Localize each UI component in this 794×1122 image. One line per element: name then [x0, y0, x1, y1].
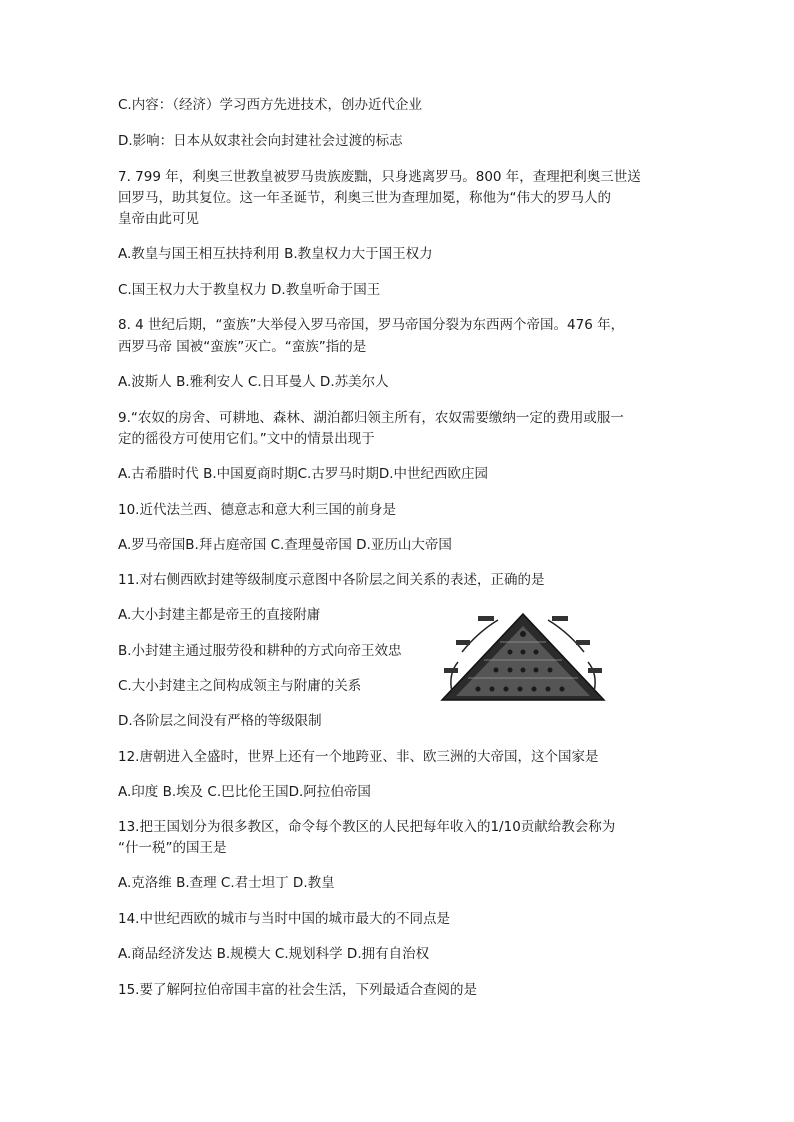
q14-options: A.商品经济发达 B.规模大 C.规划科学 D.拥有自治权 — [118, 946, 430, 962]
feudal-pyramid-figure — [438, 612, 608, 704]
q11-option-a: A.大小封建主都是帝王的直接附庸 — [118, 607, 321, 623]
q7-stem-line-1: 7. 799 年，利奥三世教皇被罗马贵族废黜，只身逃离罗马。800 年，查理把利奥三世送 — [118, 169, 641, 185]
q7-stem-line-2: 回罗马，助其复位。这一年圣诞节，利奥三世为查理加冕，称他为“伟大的罗马人的 — [118, 190, 611, 206]
q8-stem-line-2: 西罗马帝 国被“蛮族”灭亡。“蛮族”指的是 — [118, 339, 367, 355]
q11-option-c: C.大小封建主之间构成领主与附庸的关系 — [118, 678, 362, 694]
q12-options: A.印度 B.埃及 C.巴比伦王国D.阿拉伯帝国 — [118, 784, 371, 800]
q9-options: A.古希腊时代 B.中国夏商时期C.古罗马时期D.中世纪西欧庄园 — [118, 466, 489, 482]
q10-options: A.罗马帝国B.拜占庭帝国 C.查理曼帝国 D.亚历山大帝国 — [118, 537, 452, 553]
q13-stem-line-2: “什一税”的国王是 — [118, 840, 227, 856]
q7-options-cd: C.国王权力大于教皇权力 D.教皇听命于国王 — [118, 282, 381, 298]
q14-stem: 14.中世纪西欧的城市与当时中国的城市最大的不同点是 — [118, 911, 450, 927]
q11-option-b: B.小封建主通过服劳役和耕种的方式向帝王效忠 — [118, 643, 402, 659]
q6-option-c: C.内容：（经济）学习西方先进技术，创办近代企业 — [118, 97, 422, 113]
q11-option-d: D.各阶层之间没有严格的等级限制 — [118, 713, 322, 729]
q10-stem: 10.近代法兰西、德意志和意大利三国的前身是 — [118, 502, 396, 518]
q9-stem-line-2: 定的徭役方可使用它们。”文中的情景出现于 — [118, 431, 375, 447]
q11-stem: 11.对右侧西欧封建等级制度示意图中各阶层之间关系的表述，正确的是 — [118, 572, 545, 588]
q13-stem-line-1: 13.把王国划分为很多教区，命令每个教区的人民把每年收入的1/10贡献给教会称为 — [118, 819, 616, 835]
q6-option-d: D.影响：日本从奴隶社会向封建社会过渡的标志 — [118, 133, 403, 149]
q13-options: A.克洛维 B.查理 C.君士坦丁 D.教皇 — [118, 875, 335, 891]
q7-options-ab: A.教皇与国王相互扶持利用 B.教皇权力大于国王权力 — [118, 246, 433, 262]
q15-stem: 15.要了解阿拉伯帝国丰富的社会生活，下列最适合查阅的是 — [118, 982, 477, 998]
q8-stem-line-1: 8. 4 世纪后期，“蛮族”大举侵入罗马帝国，罗马帝国分裂为东西两个帝国。476 年， — [118, 317, 625, 333]
q12-stem: 12.唐朝进入全盛时，世界上还有一个地跨亚、非、欧三洲的大帝国，这个国家是 — [118, 749, 599, 765]
q7-stem-line-3: 皇帝由此可见 — [118, 211, 199, 227]
q9-stem-line-1: 9.“农奴的房舍、可耕地、森林、湖泊都归领主所有，农奴需要缴纳一定的费用或服一 — [118, 410, 624, 426]
q8-options: A.波斯人 B.雅利安人 C.日耳曼人 D.苏美尔人 — [118, 374, 389, 390]
